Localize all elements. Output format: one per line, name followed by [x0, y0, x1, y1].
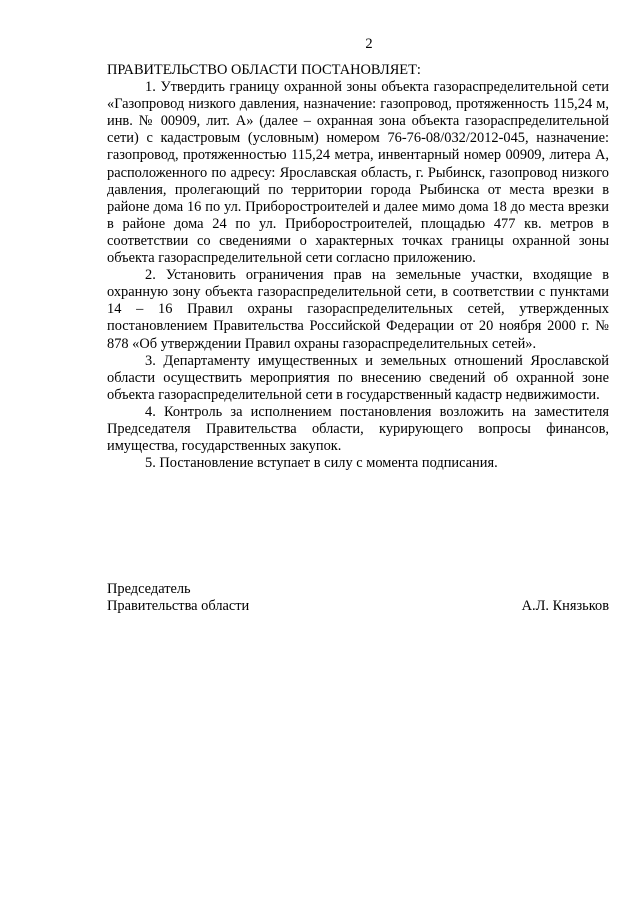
signatory-name: А.Л. Князьков [521, 598, 609, 615]
paragraph-3: 3. Департаменту имущественных и земельных отношений Ярославской области осуществить мероприятия по внесению сведений об охранной зоне объекта газораспределительной сети в государственный кадастр недвижимости. [107, 352, 609, 403]
signature-block [107, 581, 609, 615]
resolution-heading: ПРАВИТЕЛЬСТВО ОБЛАСТИ ПОСТАНОВЛЯЕТ: [107, 62, 421, 78]
signatory-title-line2: Правительства области [107, 598, 250, 615]
paragraph-1: 1. Утвердить границу охранной зоны объекта газораспределительной сети «Газопровод низкого давления, назначение: газопровод, протяженность 115,24 м, инв. № 00909, лит. А» (далее – охранная зона объекта газораспределительной сети) с кадастровым (условным) номером 76-76-08/032/2012-045, назначение: газопровод, протяженностью 115,24 метра, инвентарный номер 00909, литера А, расположенного по адресу: Ярославская область, г. Рыбинск, газопровод низкого давления, пролегающий по территории города Рыбинска от места врезки в районе дома 16 по ул. Приборостроителей и далее мимо дома 18 до места врезки в районе дома 24 по ул. Приборостроителей, площадью 477 кв. метров в соответствии со сведениями о характерных точках границы охранной зоны объекта газораспределительной сети согласно приложению. [107, 79, 609, 267]
paragraph-2: 2. Установить ограничения прав на земельные участки, входящие в охранную зону объекта газораспределительной сети, в соответствии с пунктами 14 – 16 Правил охраны газораспределительных сетей, утвержденных постановлением Правительства Российской Федерации от 20 ноября 2000 г. № 878 «Об утверждении Правил охраны газораспределительных сетей». [107, 267, 609, 352]
signatory-title-line1: Председатель [107, 581, 191, 597]
signature-row [107, 598, 609, 615]
paragraph-5: 5. Постановление вступает в силу с момента подписания. [145, 455, 498, 472]
document-body [107, 62, 609, 472]
paragraph-4: 4. Контроль за исполнением постановления возложить на заместителя Председателя Правительства области, курирующего вопросы финансов, имущества, государственных закупок. [107, 403, 609, 455]
page-number: 2 [365, 36, 373, 52]
